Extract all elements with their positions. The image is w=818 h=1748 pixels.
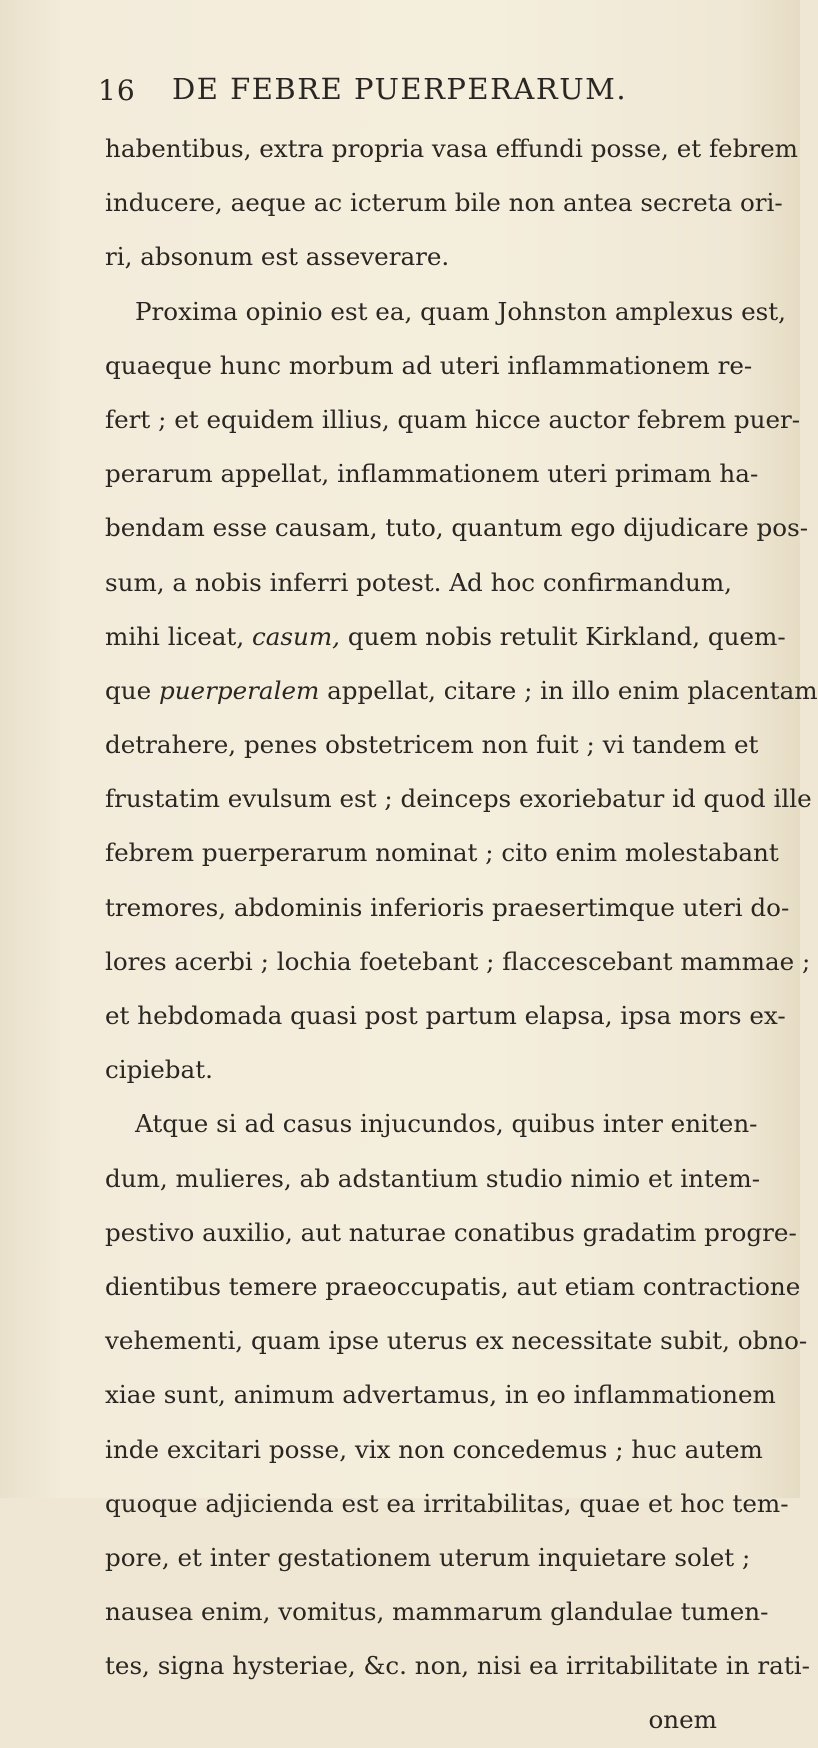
text-line-with-italic <box>105 610 786 664</box>
text-run: quem nobis retulit Kirkland, quem- <box>340 621 786 651</box>
text-line: inde excitari posse, vix non concedemus ; huc autem <box>105 1434 763 1464</box>
text-line: detrahere, penes obstetricem non fuit ; vi tandem et <box>105 730 759 760</box>
catchword: onem <box>648 1705 717 1735</box>
text-line: inducere, aeque ac icterum bile non antea secreta ori- <box>105 188 783 218</box>
text-line: et hebdomada quasi post partum elapsa, ipsa mors ex- <box>105 1001 786 1030</box>
text-line: quaeque hunc morbum ad uteri inflammationem re- <box>105 350 753 380</box>
text-line: dum, mulieres, ab adstantium studio nimio et intem- <box>105 1163 761 1193</box>
text-line: tremores, abdominis inferioris praesertimque uteri do- <box>105 892 790 922</box>
text-line: nausea enim, vomitus, mammarum glandulae tumen- <box>105 1597 769 1627</box>
body-text <box>105 122 818 1748</box>
italic-word-casum: casum, <box>251 621 341 651</box>
page-header <box>98 72 718 112</box>
italic-word-puerperalem: puerperalem <box>158 675 320 705</box>
text-line: pestivo auxilio, aut naturae conatibus gradatim progre- <box>105 1217 797 1247</box>
text-line: ri, absonum est asseverare. <box>105 242 450 272</box>
text-run: mihi liceat, <box>105 621 245 651</box>
text-line: pore, et inter gestationem uterum inquietare solet ; <box>105 1542 751 1572</box>
text-line: bendam esse causam, tuto, quantum ego dijudicare pos- <box>105 513 809 543</box>
paragraph-start-line: Atque si ad casus injucundos, quibus inter eniten- <box>135 1109 758 1139</box>
text-line: xiae sunt, animum advertamus, in eo inflammationem <box>105 1380 776 1410</box>
text-line-with-italic <box>105 664 818 718</box>
text-line: febrem puerperarum nominat ; cito enim molestabant <box>105 838 779 868</box>
text-line: cipiebat. <box>105 1055 213 1085</box>
text-line: frustatim evulsum est ; deinceps exoriebatur id quod ille <box>105 784 812 814</box>
text-line: vehementi, quam ipse uterus ex necessitate subit, obno- <box>105 1326 808 1356</box>
text-line: dientibus temere praeoccupatis, aut etiam contractione <box>105 1271 801 1301</box>
text-run: appellat, citare ; in illo enim placentam <box>319 675 818 705</box>
text-line: habentibus, extra propria vasa effundi posse, et febrem <box>105 134 798 163</box>
text-line: tes, signa hysteriae, &c. non, nisi ea irritabilitate in rati- <box>105 1651 810 1681</box>
running-title: DE FEBRE PUERPERARUM. <box>172 72 628 106</box>
text-run: que <box>105 675 152 705</box>
text-line: sum, a nobis inferri potest. Ad hoc confirmandum, <box>105 567 732 597</box>
page-number: 16 <box>98 74 136 107</box>
text-line: lores acerbi ; lochia foetebant ; flaccescebant mammae ; <box>105 946 811 976</box>
paragraph-start-line: Proxima opinio est ea, quam Johnston amplexus est, <box>135 296 786 326</box>
text-line: perarum appellat, inflammationem uteri primam ha- <box>105 459 759 489</box>
text-line: fert ; et equidem illius, quam hicce auctor febrem puer- <box>105 404 801 434</box>
text-line: quoque adjicienda est ea irritabilitas, quae et hoc tem- <box>105 1488 789 1518</box>
